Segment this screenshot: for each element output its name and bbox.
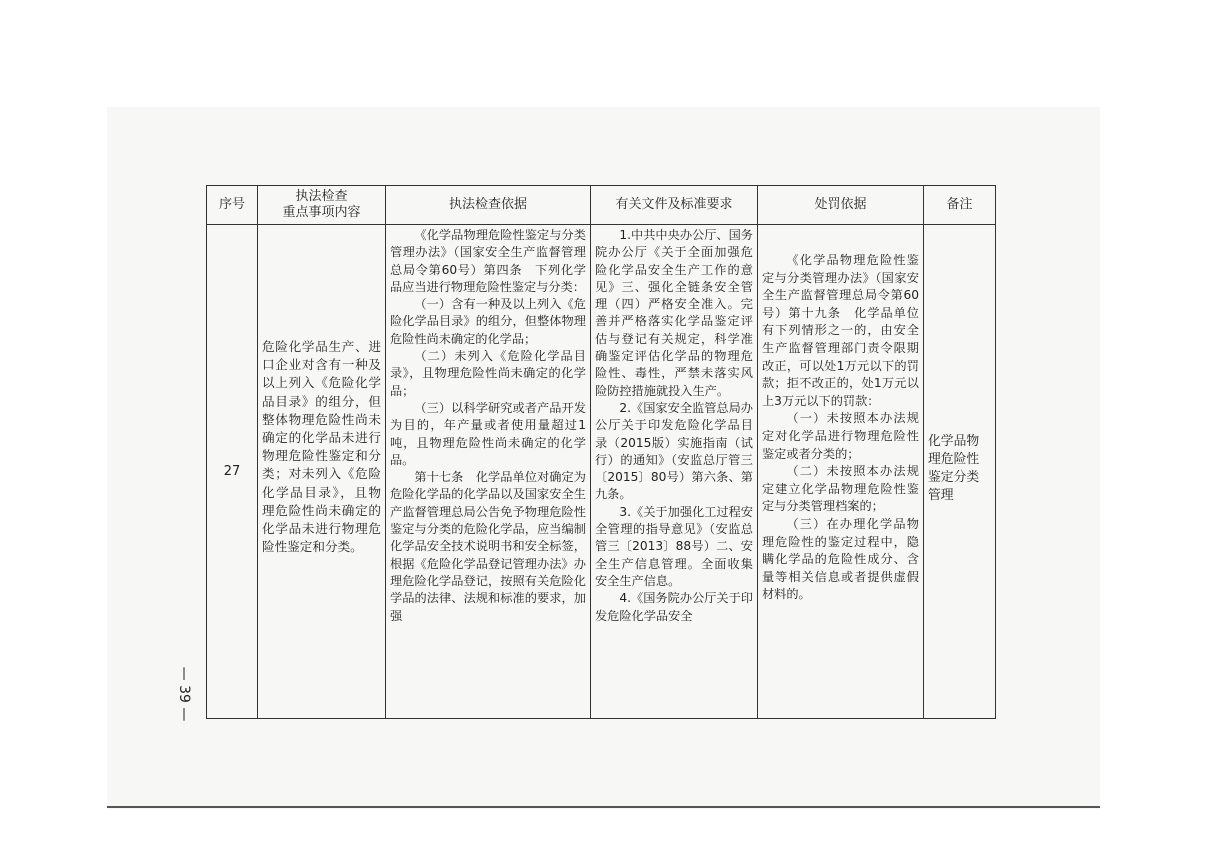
header-focus-line2: 重点事项内容: [282, 205, 361, 220]
docs-paragraph: 2.《国家安全监管总局办公厅关于印发危险化学品目录（2015版）实施指南（试行）的通知》（安监总厅管三〔2015〕80号）第六条、第九条。: [595, 400, 753, 502]
docs-paragraph: 4.《国务院办公厅关于印发危险化学品安全: [595, 591, 753, 623]
penalty-paragraph: （三）在办理化学品物理危险性的鉴定过程中，隐瞒化学品的危险性成分、含量等相关信息或者提供虚假材料的。: [762, 516, 919, 602]
docs-paragraph: 1.中共中央办公厅、国务院办公厅《关于全面加强危险化学品安全生产工作的意见》三、强化全链条安全管理（四）严格安全准入。完善并严格落实化学品鉴定评估与登记有关规定，科学准确鉴定评估化学品的物理危险性、毒性，严禁未落实风险防控措施就投入生产。: [595, 228, 753, 398]
docs-paragraph: 3.《关于加强化工过程安全管理的指导意见》（安监总管三〔2013〕88号）二、安全生产信息管理。全面收集安全生产信息。: [595, 504, 753, 588]
basis-paragraph: 第十七条 化学品单位对确定为危险化学品的化学品以及国家安全生产监督管理总局公告免予物理危险性鉴定与分类的危险化学品，应当编制化学品安全技术说明书和安全标签，根据《危险化学品登记管理办法》办理危险化学品登记，按照有关危险化学品的法律、法规和标准的要求，加强: [390, 470, 586, 623]
row-focus-text: 危险化学品生产、进口企业对含有一种及以上列入《危险化学品目录》的组分，但整体物理危险性尚未确定的化学品未进行物理危险性鉴定和分类；对未列入《危险化学品目录》，且物理危险性尚未确定的化学品未进行物理危险性鉴定和分类。: [262, 339, 381, 555]
header-row: [207, 186, 996, 225]
penalty-paragraph: （二）未按照本办法规定建立化学品物理危险性鉴定与分类管理档案的；: [762, 464, 919, 514]
penalty-paragraph: （一）未按照本办法规定对化学品进行物理危险性鉴定或者分类的；: [762, 411, 919, 461]
row-penalty-cell: [758, 225, 924, 719]
page-number: — 39 —: [176, 666, 192, 722]
basis-paragraph: （一）含有一种及以上列入《危险化学品目录》的组分，但整体物理危险性尚未确定的化学品；: [390, 297, 586, 346]
page-bottom-rule: [107, 806, 1100, 808]
penalty-paragraph: 《化学品物理危险性鉴定与分类管理办法》（国家安全生产监督管理总局令第60号）第十九条 化学品单位有下列情形之一的，由安全生产监督管理部门责令限期改正，可以处1万元以下的罚款；拒不改正的，处1万元以上3万元以下的罚款：: [762, 253, 919, 408]
header-note: 备注: [924, 186, 996, 225]
law-enforcement-table: [206, 185, 996, 719]
row-focus-cell: [258, 225, 386, 719]
header-seq: 序号: [207, 186, 258, 225]
row-seq-cell: 27: [207, 225, 258, 719]
table-row: [207, 225, 996, 719]
row-note-cell: [924, 225, 996, 719]
basis-paragraph: 《化学品物理危险性鉴定与分类管理办法》（国家安全生产监督管理总局令第60号）第四条 下列化学品应当进行物理危险性鉴定与分类：: [390, 228, 586, 294]
basis-paragraph: （二）未列入《危险化学品目录》，且物理危险性尚未确定的化学品；: [390, 349, 586, 398]
row-docs-cell: [591, 225, 758, 719]
header-penalty: 处罚依据: [758, 186, 924, 225]
basis-paragraph: （三）以科学研究或者产品开发为目的，年产量或者使用量超过1吨，且物理危险性尚未确定的化学品。: [390, 400, 586, 467]
row-basis-cell: [386, 225, 591, 719]
row-note-text: 化学品物理危险性鉴定分类管理: [928, 434, 980, 503]
header-docs: 有关文件及标准要求: [591, 186, 758, 225]
header-focus-line1: 执法检查: [295, 189, 348, 204]
header-basis: 执法检查依据: [386, 186, 591, 225]
header-focus: [258, 186, 386, 225]
